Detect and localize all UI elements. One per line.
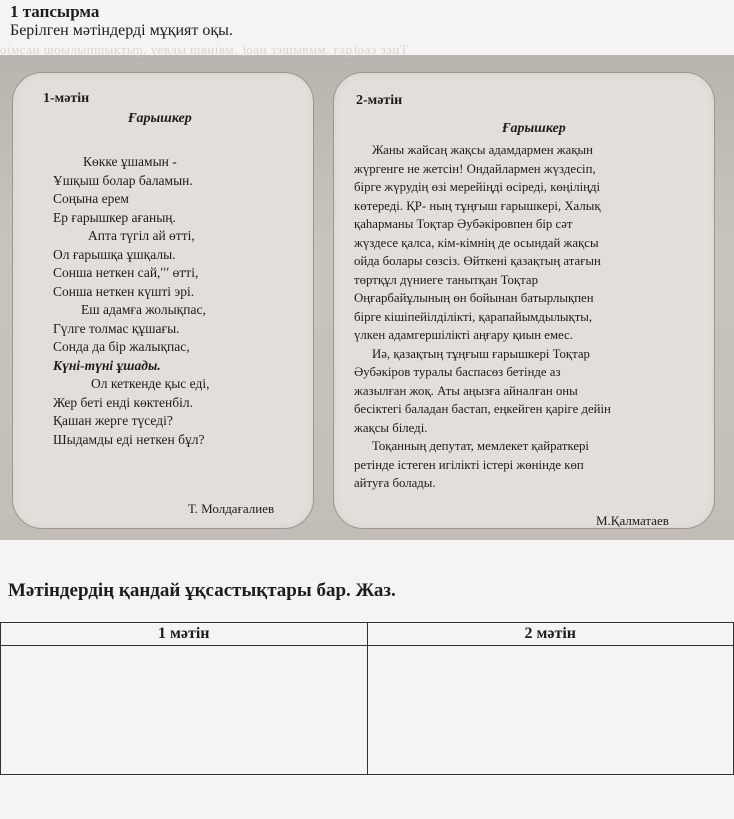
column-header-text1: 1 мәтін (1, 623, 368, 646)
poem-line: Ол кеткенде қыс еді, (91, 376, 210, 391)
poem-line: Ер ғарышкер ағаның. (53, 209, 176, 225)
poem-line: Күні-түні ұшады. (53, 357, 161, 373)
prose-line: ойда болары сөзсіз. Өйткені қазақтың атағын (354, 254, 601, 268)
answer-table (0, 622, 734, 775)
text1-title: Ғарышкер (128, 111, 192, 126)
question-heading: Мәтіндердің қандай ұқсастықтары бар. Жаз. (8, 580, 396, 601)
text1-label: 1-мәтін (43, 91, 90, 106)
poem-line: Еш адамға жолықпас, (81, 302, 206, 317)
prose-line: жүздесе қалса, кім-кімнің де осындай жақсы (354, 235, 599, 250)
prose-line: жазылған жоқ. Аты аңызға айналған оны (354, 383, 578, 398)
poem-line: Жер беті енді көктенбіл. (53, 394, 193, 410)
prose-line: Тоқанның депутат, мемлекет қайраткері (372, 439, 589, 453)
poem-body (53, 153, 303, 449)
answer-cell-text1[interactable] (1, 646, 368, 775)
poem-line: Соңына ерем (53, 191, 129, 206)
prose-line: бірге кішіпейілділікті, қарапайымдылықты, (354, 309, 593, 324)
column-header-text2: 2 мәтін (367, 623, 734, 646)
text2-author: М.Қалматаев (596, 513, 669, 528)
task-instruction: Берілген мәтіндерді мұқият оқы. (10, 22, 233, 39)
prose-line: ретінде істеген игілікті істері жөнінде көп (354, 457, 584, 472)
poem-line: Сонда да бір жалықпас, (53, 339, 190, 354)
poem-line: Ұшқыш болар баламын. (53, 172, 193, 188)
text-card-2 (333, 72, 715, 529)
prose-line: үлкен адамгершілікті аңғару қиын емес. (354, 328, 573, 342)
poem-line: Көкке ұшамын - (83, 154, 177, 169)
poem-line: Сонша неткен күшті эрі. (53, 283, 195, 299)
answer-cell-text2[interactable] (367, 646, 734, 775)
text2-title: Ғарышкер (502, 121, 566, 136)
prose-body (354, 141, 704, 493)
prose-line: Иә, қазақтың тұңғыш ғарышкері Тоқтар (372, 346, 590, 361)
prose-line: төртқұл дүниеге танытқан Тоқтар (354, 272, 538, 287)
bleed-through-text: оімсан шоылыпшықтыр. уевлы швиівм. ]оан зэшывмм. гар]оаэ зэцТ (0, 42, 409, 57)
poem-line: Шыдамды еді неткен бұл? (53, 431, 205, 447)
prose-line: жақсы біледі. (354, 420, 428, 435)
prose-line: айтуға болады. (354, 476, 436, 490)
text2-label: 2-мәтін (356, 93, 403, 108)
poem-line: Апта түгіл ай өтті, (88, 228, 195, 243)
poem-line: Ол ғарышқа ұшқалы. (53, 246, 176, 262)
text1-author: Т. Молдағалиев (188, 501, 275, 516)
prose-line: бесіктегі баладан бастап, еңкейген қаріге дейін (354, 402, 611, 416)
prose-line: жүргенге не жетсін! Ондайлармен жүздесіп, (354, 161, 596, 176)
prose-line: қаһарманы Тоқтар Әубәкіровпен бір сәт (354, 217, 573, 231)
prose-line: бірге жүрудің өзі мерейіңді өсіреді, көңіліңді (354, 180, 601, 194)
poem-line: Қашан жерге түседі? (53, 413, 173, 428)
prose-line: көтереді. ҚР- ның тұңғыш ғарышкері, Халық (354, 198, 601, 213)
poem-line: Сонша неткен сай,ʹʹʹ өтті, (53, 265, 199, 280)
prose-line: Оңғарбайұлының өн бойынан батырлықпен (354, 291, 594, 305)
prose-line: Әубәкіров туралы баспасөз бетінде аз (354, 365, 561, 379)
task-heading: 1 тапсырма (10, 2, 100, 21)
text-card-1 (12, 72, 314, 529)
poem-line: Гүлге толмас құшағы. (53, 320, 180, 336)
prose-line: Жаны жайсаң жақсы адамдармен жақын (372, 143, 593, 157)
